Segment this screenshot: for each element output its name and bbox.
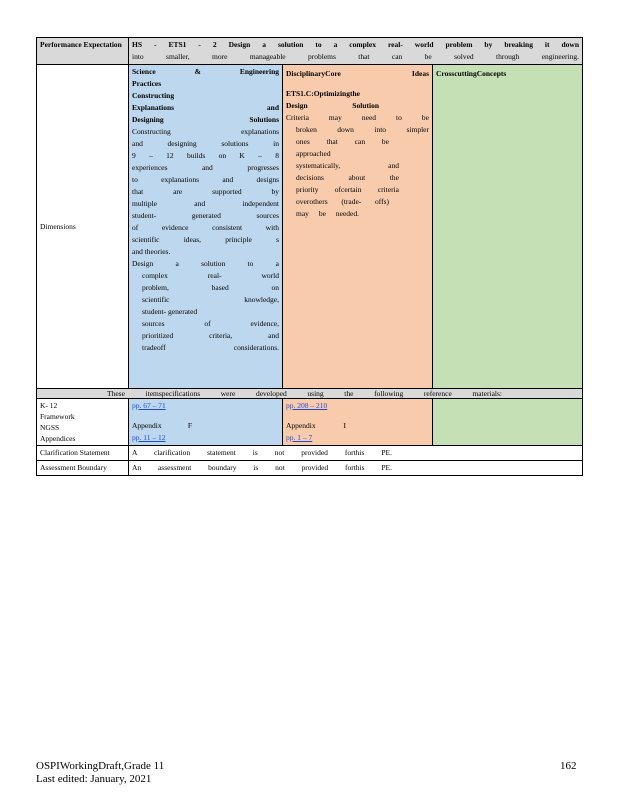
assessment-label-text: Assessment Boundary bbox=[40, 463, 107, 472]
sep-framework-pages-link[interactable]: pp. 67 – 71 bbox=[132, 401, 166, 410]
dci-spacer bbox=[286, 80, 429, 88]
sep-line: 9 – 12 builds on K – 8 bbox=[132, 151, 279, 160]
dci-references bbox=[283, 399, 433, 446]
pe-label-text: Performance Expectation bbox=[40, 40, 122, 49]
sep-heading-2: Practices bbox=[132, 79, 162, 88]
page-number: 162 bbox=[560, 760, 577, 772]
sep-line: of evidence consistent with bbox=[132, 223, 279, 232]
dci-bullet-line: decisions about the bbox=[296, 173, 399, 182]
sep-bullet-line: tradeoff considerations. bbox=[142, 343, 279, 352]
footer-title: OSPIWorkingDraft,Grade 11 bbox=[36, 760, 165, 772]
references-label bbox=[37, 399, 129, 446]
dci-subheading-1: ETS1.C:Optimizingthe bbox=[286, 89, 360, 98]
clarification-text: A clarification statement is not provided forthis PE. bbox=[132, 448, 392, 457]
sep-appendix-pages-link[interactable]: pp. 11 – 12 bbox=[132, 433, 166, 442]
references-label-line: Appendices bbox=[40, 434, 76, 443]
reference-note-row bbox=[37, 389, 583, 399]
sep-appendix: Appendix F bbox=[132, 421, 192, 430]
footer-last-edited: Last edited: January, 2021 bbox=[36, 773, 152, 785]
references-label-line: NGSS bbox=[40, 423, 60, 432]
sep-line: Constructing explanations bbox=[132, 127, 279, 136]
sep-line: experiences and progresses bbox=[132, 163, 279, 172]
pe-line-1: HS - ETS1 - 2 Design a solution to a complex real- world problem by breaking it down bbox=[132, 40, 579, 49]
clarification-text-cell bbox=[129, 446, 583, 461]
assessment-text-cell bbox=[129, 461, 583, 476]
performance-expectation-text bbox=[129, 38, 583, 65]
ccc-cell bbox=[433, 65, 583, 389]
sep-references bbox=[129, 399, 283, 446]
sep-line: to explanations and designs bbox=[132, 175, 279, 184]
sep-subheading-1: Constructing bbox=[132, 91, 175, 100]
sep-line: and designing solutions in bbox=[132, 139, 279, 148]
dci-ref-spacer bbox=[286, 412, 429, 420]
ccc-references bbox=[433, 399, 583, 446]
sep-bullet-line: student- generated bbox=[142, 307, 198, 316]
clarification-label-text: Clarification Statement bbox=[40, 448, 110, 457]
sep-bullet-line: Design a solution to a bbox=[132, 259, 279, 268]
assessment-text: An assessment boundary is not provided forthis PE. bbox=[132, 463, 392, 472]
pe-line-2: into smaller, more manageable problems that can be solved through engineering. bbox=[132, 52, 579, 61]
dci-cell bbox=[283, 65, 433, 389]
sep-line: that are supported by bbox=[132, 187, 279, 196]
sep-bullet-line: sources of evidence, bbox=[142, 319, 279, 328]
dci-bullet-line: may be needed. bbox=[296, 209, 359, 218]
dci-bullet-line: overothers (trade- offs) bbox=[296, 197, 389, 206]
assessment-row bbox=[37, 461, 583, 476]
dci-framework-pages-link[interactable]: pp. 208 – 210 bbox=[286, 401, 328, 410]
references-label-line: Framework bbox=[40, 412, 75, 421]
item-specification-table bbox=[36, 37, 583, 476]
sep-line: and theories. bbox=[132, 247, 171, 256]
dci-bullet-line: approached bbox=[296, 149, 331, 158]
dci-bullet-line: broken down into simpler bbox=[296, 125, 429, 134]
dci-subheading-2: Design Solution bbox=[286, 101, 379, 110]
references-label-line: K- 12 bbox=[40, 401, 58, 410]
reference-note bbox=[37, 389, 583, 399]
assessment-label bbox=[37, 461, 129, 476]
dci-bullet-line: systematically, and bbox=[296, 161, 399, 170]
sep-line: scientific ideas, principle s bbox=[132, 235, 279, 244]
sep-bullet-line: problem, based on bbox=[142, 283, 279, 292]
sep-bullet-line: scientific knowledge, bbox=[142, 295, 279, 304]
sep-heading: Science & Engineering bbox=[132, 67, 279, 76]
dimensions-label bbox=[37, 65, 129, 389]
dci-appendix: Appendix I bbox=[286, 421, 346, 430]
references-row bbox=[37, 399, 583, 446]
sep-line: multiple and independent bbox=[132, 199, 279, 208]
dci-appendix-pages-link[interactable]: pp. 1 – 7 bbox=[286, 433, 313, 442]
dci-heading: DisciplinaryCore Ideas bbox=[286, 69, 429, 78]
footer bbox=[36, 760, 164, 786]
dci-bullet-line: priority ofcertain criteria bbox=[296, 185, 399, 194]
ccc-heading: CrosscuttingConcepts bbox=[436, 69, 507, 78]
reference-note-text: These itemspecifications were developed using the following reference materials: bbox=[107, 389, 502, 398]
clarification-row bbox=[37, 446, 583, 461]
sep-bullet-line: complex real- world bbox=[142, 271, 279, 280]
sep-bullet-line: prioritized criteria, and bbox=[142, 331, 279, 340]
sep-subheading-3: Designing Solutions bbox=[132, 115, 279, 124]
performance-expectation-label bbox=[37, 38, 129, 65]
sep-ref-spacer bbox=[132, 412, 279, 420]
sep-line: student- generated sources bbox=[132, 211, 279, 220]
dci-bullet-line: Criteria may need to be bbox=[286, 113, 429, 122]
performance-expectation-row bbox=[37, 38, 583, 65]
dci-bullet-line: ones that can be bbox=[296, 137, 389, 146]
dimensions-label-text: Dimensions bbox=[40, 221, 76, 231]
clarification-label bbox=[37, 446, 129, 461]
dimensions-row bbox=[37, 65, 583, 389]
sep-subheading-2: Explanations and bbox=[132, 103, 279, 112]
sep-cell bbox=[129, 65, 283, 389]
